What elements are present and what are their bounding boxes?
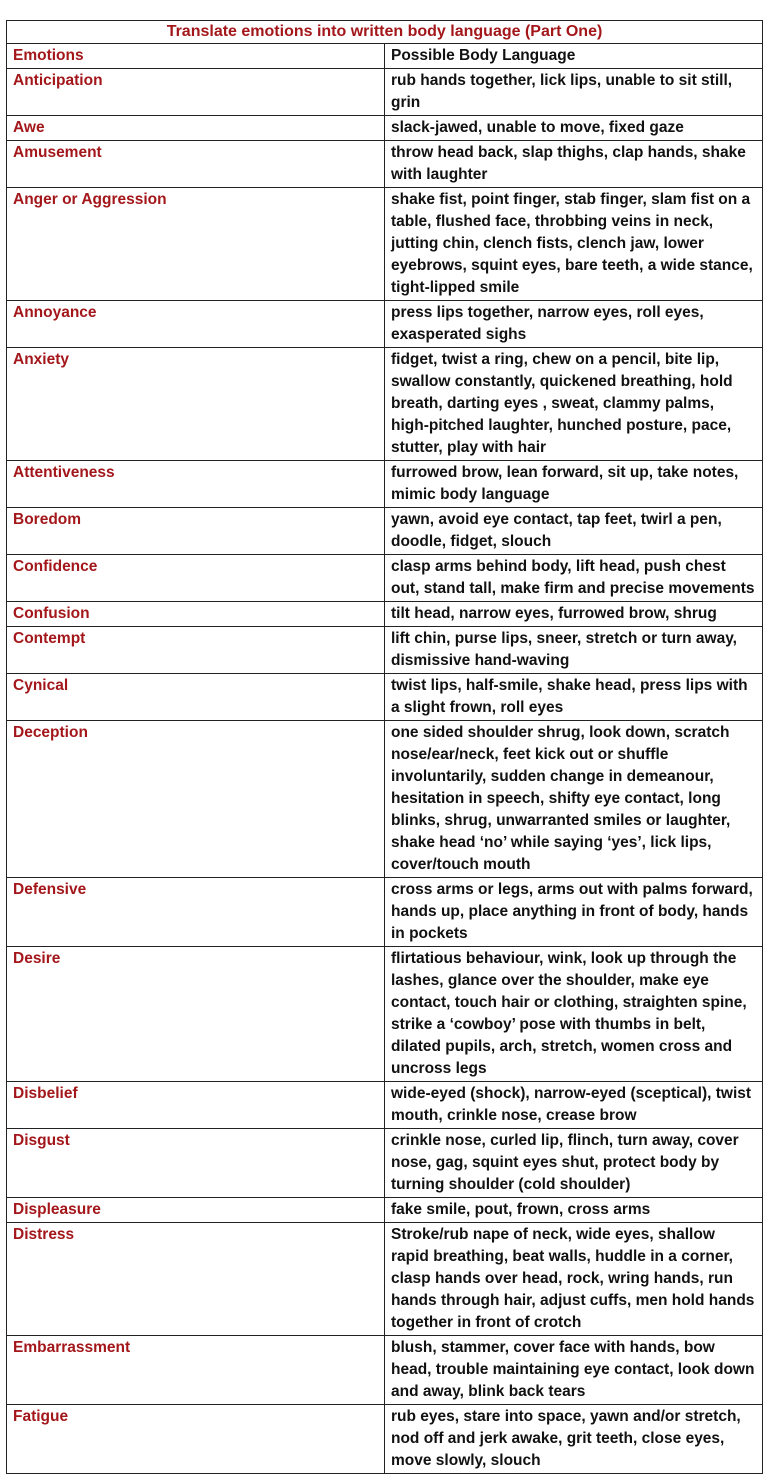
- emotion-cell: Contempt: [7, 627, 385, 674]
- body-language-cell: furrowed brow, lean forward, sit up, take notes, mimic body language: [385, 461, 763, 508]
- table-row: [7, 508, 763, 555]
- body-language-cell: lift chin, purse lips, sneer, stretch or turn away, dismissive hand-waving: [385, 627, 763, 674]
- body-language-cell: press lips together, narrow eyes, roll eyes, exasperated sighs: [385, 301, 763, 348]
- emotion-cell: Displeasure: [7, 1198, 385, 1223]
- emotion-cell: Attentiveness: [7, 461, 385, 508]
- emotion-cell: Anxiety: [7, 348, 385, 461]
- emotion-cell: Disgust: [7, 1129, 385, 1198]
- body-language-cell: cross arms or legs, arms out with palms forward, hands up, place anything in front of body, hands in pockets: [385, 878, 763, 947]
- emotion-cell: Anger or Aggression: [7, 188, 385, 301]
- body-language-cell: wide-eyed (shock), narrow-eyed (sceptical), twist mouth, crinkle nose, crease brow: [385, 1082, 763, 1129]
- table-row: [7, 1223, 763, 1336]
- emotion-cell: Deception: [7, 721, 385, 878]
- emotion-cell: Defensive: [7, 878, 385, 947]
- body-language-cell: rub eyes, stare into space, yawn and/or stretch, nod off and jerk awake, grit teeth, close eyes, move slowly, slouch: [385, 1405, 763, 1474]
- body-language-cell: Stroke/rub nape of neck, wide eyes, shallow rapid breathing, beat walls, huddle in a corner, clasp hands over head, rock, wring hands, run hands through hair, adjust cuffs, men hold hands together in front of crotch: [385, 1223, 763, 1336]
- body-language-cell: fake smile, pout, frown, cross arms: [385, 1198, 763, 1223]
- column-header-body-language: Possible Body Language: [385, 44, 763, 69]
- table-row: [7, 141, 763, 188]
- body-language-cell: rub hands together, lick lips, unable to sit still, grin: [385, 69, 763, 116]
- body-language-cell: shake fist, point finger, stab finger, slam fist on a table, flushed face, throbbing veins in neck, jutting chin, clench fists, clench jaw, lower eyebrows, squint eyes, bare teeth, a wide stance, tight-lipped smile: [385, 188, 763, 301]
- table-row: [7, 602, 763, 627]
- body-language-cell: tilt head, narrow eyes, furrowed brow, shrug: [385, 602, 763, 627]
- table-row: [7, 301, 763, 348]
- emotion-cell: Disbelief: [7, 1082, 385, 1129]
- table-row: [7, 116, 763, 141]
- table-row: [7, 1129, 763, 1198]
- table-row: [7, 188, 763, 301]
- table-row: [7, 555, 763, 602]
- body-language-cell: one sided shoulder shrug, look down, scratch nose/ear/neck, feet kick out or shuffle involuntarily, sudden change in demeanour, hesitation in speech, shifty eye contact, long blinks, shrug, unwarranted smiles or laughter, shake head ‘no’ while saying ‘yes’, lick lips, cover/touch mouth: [385, 721, 763, 878]
- table-row: [7, 721, 763, 878]
- emotion-cell: Cynical: [7, 674, 385, 721]
- emotion-cell: Boredom: [7, 508, 385, 555]
- table-row: [7, 69, 763, 116]
- body-language-cell: crinkle nose, curled lip, flinch, turn away, cover nose, gag, squint eyes shut, protect body by turning shoulder (cold shoulder): [385, 1129, 763, 1198]
- table-row: [7, 348, 763, 461]
- emotion-cell: Desire: [7, 947, 385, 1082]
- body-language-cell: clasp arms behind body, lift head, push chest out, stand tall, make firm and precise movements: [385, 555, 763, 602]
- emotions-table: [6, 20, 763, 1474]
- body-language-cell: flirtatious behaviour, wink, look up through the lashes, glance over the shoulder, make eye contact, touch hair or clothing, straighten spine, strike a ‘cowboy’ pose with thumbs in belt, dilated pupils, arch, stretch, women cross and uncross legs: [385, 947, 763, 1082]
- table-title: Translate emotions into written body language (Part One): [7, 21, 763, 44]
- emotion-cell: Embarrassment: [7, 1336, 385, 1405]
- table-row: [7, 878, 763, 947]
- emotion-cell: Awe: [7, 116, 385, 141]
- body-language-cell: twist lips, half-smile, shake head, press lips with a slight frown, roll eyes: [385, 674, 763, 721]
- title-row: [7, 21, 763, 44]
- emotion-cell: Confidence: [7, 555, 385, 602]
- body-language-cell: slack-jawed, unable to move, fixed gaze: [385, 116, 763, 141]
- table-row: [7, 947, 763, 1082]
- emotion-cell: Annoyance: [7, 301, 385, 348]
- emotion-cell: Amusement: [7, 141, 385, 188]
- table-body: [7, 69, 763, 1474]
- body-language-cell: blush, stammer, cover face with hands, bow head, trouble maintaining eye contact, look down and away, blink back tears: [385, 1336, 763, 1405]
- table-row: [7, 1405, 763, 1474]
- table-row: [7, 1082, 763, 1129]
- body-language-cell: yawn, avoid eye contact, tap feet, twirl a pen, doodle, fidget, slouch: [385, 508, 763, 555]
- column-header-emotions: Emotions: [7, 44, 385, 69]
- body-language-cell: throw head back, slap thighs, clap hands, shake with laughter: [385, 141, 763, 188]
- emotion-cell: Distress: [7, 1223, 385, 1336]
- header-row: [7, 44, 763, 69]
- body-language-cell: fidget, twist a ring, chew on a pencil, bite lip, swallow constantly, quickened breathing, hold breath, darting eyes , sweat, clammy palms, high-pitched laughter, hunched posture, pace, stutter, play with hair: [385, 348, 763, 461]
- emotion-cell: Fatigue: [7, 1405, 385, 1474]
- table-row: [7, 1336, 763, 1405]
- table-row: [7, 461, 763, 508]
- table-row: [7, 1198, 763, 1223]
- emotion-cell: Confusion: [7, 602, 385, 627]
- emotion-cell: Anticipation: [7, 69, 385, 116]
- table-row: [7, 674, 763, 721]
- table-row: [7, 627, 763, 674]
